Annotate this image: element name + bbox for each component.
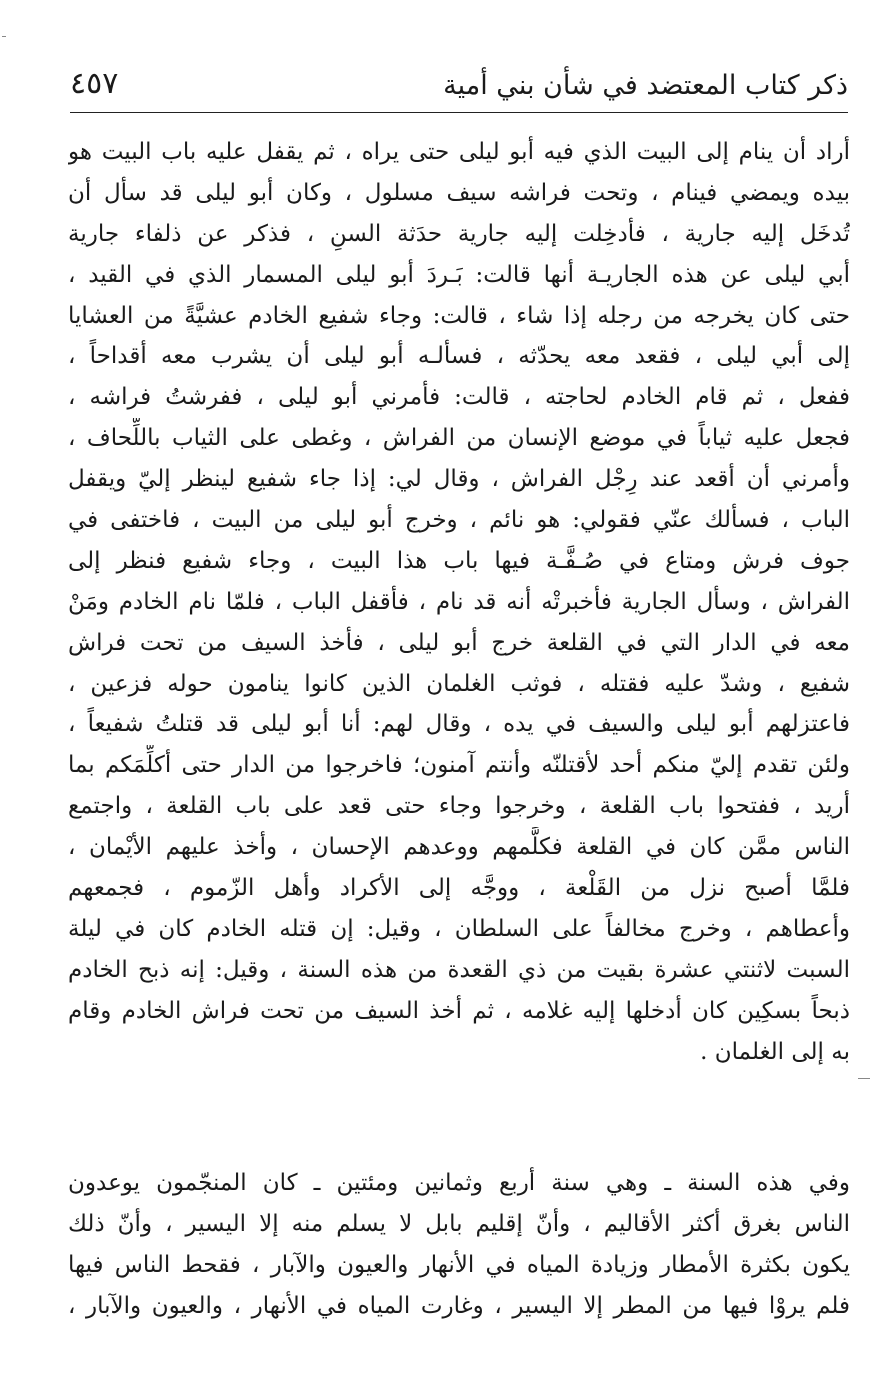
text-line: الناس ممَّن كان في القلعة فكلَّمهم ووعدهم الإحسان ، وأخذ عليهم الأيْمان ، — [68, 834, 850, 861]
text-line: أريد ، ففتحوا باب القلعة ، وخرجوا وجاء حتى قعد على باب القلعة ، واجتمع — [68, 793, 850, 820]
text-line: شفيع ، وشدّ عليه فقتله ، فوثب الغلمان الذين كانوا ينامون حوله فزعين ، — [68, 670, 850, 697]
text-line: ففعل ، ثم قام الخادم لحاجته ، قالت: فأمرني أبو ليلى ، ففرشتُ فراشه ، — [68, 384, 850, 411]
text-line: يكون بكثرة الأمطار وزيادة المياه في الأنهار والعيون والآبار ، فقحط الناس فيها — [68, 1251, 850, 1278]
text-line: الناس بغرق أكثر الأقاليم ، وأنّ إقليم بابل لا يسلم منه إلا اليسير ، وأنّ ذلك — [68, 1210, 850, 1237]
paragraph-2 — [68, 1163, 850, 1327]
text-line: الفراش ، وسأل الجارية فأخبرتْه أنه قد نام ، فأقفل الباب ، فلمّا نام الخادم ومَنْ — [68, 588, 850, 615]
text-line: فلم يروْا فيها من المطر إلا اليسير ، وغارت المياه في الأنهار ، والعيون والآبار ، — [68, 1292, 850, 1319]
text-line: معه في الدار التي في القلعة خرج أبو ليلى ، فأخذ السيف من تحت فراش — [68, 629, 850, 656]
running-title: ذكر كتاب المعتضد في شأن بني أمية — [443, 70, 848, 101]
text-line: وأمرني أن أقعد عند رِجْل الفراش ، وقال لي: إذا جاء شفيع لينظر إليّ ويقفل — [68, 466, 850, 493]
text-line: بيده ويمضي فينام ، وتحت فراشه سيف مسلول ، وكان أبو ليلى قد سأل أن — [68, 179, 850, 206]
text-line: فلمَّا أصبح نزل من القَلْعة ، ووجَّه إلى الأكراد وأهل الزّموم ، فجمعهم — [68, 875, 850, 902]
text-line: أبي ليلى عن هذه الجاريـة أنها قالت: بَـردَ أبو ليلى المسمار الذي في القيد ، — [68, 261, 850, 288]
text-line: ذبحاً بسكِين كان أدخلها إليه غلامه ، ثم أخذ السيف من تحت فراش الخادم وقام — [68, 997, 850, 1024]
header-rule — [70, 112, 848, 113]
text-line: وفي هذه السنة ـ وهي سنة أربع وثمانين ومئتين ـ كان المنجّمون يوعدون — [68, 1170, 850, 1196]
text-line: حتى كان يخرجه من رجله إذا شاء ، قالت: وجاء شفيع الخادم عشيَّةً من العشايا — [68, 302, 850, 329]
page-header — [70, 64, 848, 112]
text-line: إلى أبي ليلى ، فقعد معه يحدّثه ، فسألـه أبو ليلى أن يشرب معه أقداحاً ، — [68, 343, 850, 370]
margin-mark — [858, 1078, 870, 1079]
text-line: جوف فرش ومتاع في صُـفَّـة فيها باب هذا البيت ، وجاء شفيع فنظر إلى — [68, 547, 850, 574]
text-line: السبت لاثنتي عشرة بقيت من ذي القعدة من هذه السنة ، وقيل: إنه ذبح الخادم — [68, 956, 850, 983]
paragraph-1 — [68, 132, 850, 1072]
text-line: وأعطاهم ، وخرج مخالفاً على السلطان ، وقيل: إن قتله الخادم كان في ليلة — [68, 915, 850, 942]
text-line: به إلى الغلمان . — [700, 1038, 850, 1065]
text-line: فجعل عليه ثياباً في موضع الإنسان من الفراش ، وغطى على الثياب باللِّحاف ، — [68, 425, 850, 452]
text-line: أراد أن ينام إلى البيت الذي فيه أبو ليلى حتى يراه ، ثم يقفل عليه باب البيت هو — [68, 139, 850, 165]
page-number: ٤٥٧ — [70, 66, 119, 101]
text-line: الباب ، فسألك عنّي فقولي: هو نائم ، وخرج أبو ليلى من البيت ، فاختفى في — [68, 507, 850, 534]
text-line: ولئن تقدم إليّ منكم أحد لأقتلنّه وأنتم آمنون؛ فاخرجوا من الدار حتى أكلِّمَكم بما — [68, 752, 850, 779]
text-line: فاعتزلهم أبو ليلى والسيف في يده ، وقال لهم: أنا أبو ليلى قد قتلتُ شفيعاً ، — [68, 711, 850, 738]
margin-mark — [2, 36, 6, 37]
text-line: تُدخَل إليه جارية ، فأدخِلت إليه جارية حدَثة السنِ ، فذكر عن ذلفاء جارية — [68, 220, 850, 247]
